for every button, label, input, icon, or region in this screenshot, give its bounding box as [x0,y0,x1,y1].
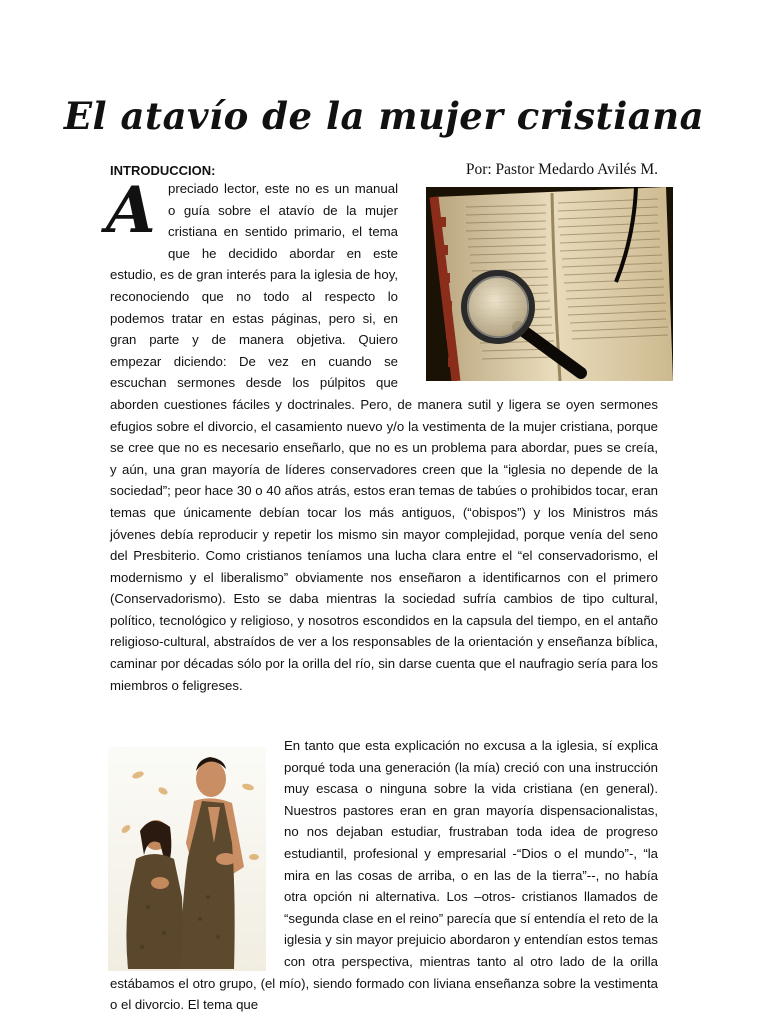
paragraph-text: En tanto que esta explicación no excusa a la iglesia, sí explica porqué toda una generación (la mía) creció con una instrucción muy escasa o ninguna sobre la vida cristiana (en general). Nuestros pastores eran en gran mayoría dispensacionalistas, no nos dejaban estudiar, frustraban toda idea de progreso estudiantil, profesional y empresarial -“Dios o el mundo”-, “la mira en las cosas de arriba, o en las de la tierra”--, no había otra opción ni alternativa. Los –otros- cristianos llamados de “segunda clase en el reino” parecía que sí entendía el reto de la iglesia y sin mayor prejuicio abordaron y entendían estos temas con otra perspectiva, mientras tanto al otro lado de la orilla estábamos el otro grupo, (el mío), siendo formado con liviana enseñanza sobre la vestimenta o el divorcio. El tema que [110,738,658,1013]
intro-paragraph-1 [110,178,658,696]
photo-placeholder [408,178,658,378]
dropcap-letter: A [106,173,156,248]
author-byline: Por: Pastor Medardo Avilés M. [465,161,658,178]
illustration-placeholder [110,735,276,965]
document-title: El atavío de la mujer cristiana [63,94,705,138]
intro-paragraph-2 [110,735,658,1016]
section-label: INTRODUCCION: [110,163,216,178]
paragraph-text: preciado lector, este no es un manual o guía sobre el atavío de la mujer cristiana en sentido primario, el tema que he decidido abordar en este estudio, es de gran interés para la iglesia de hoy, reconociendo que no todo al respecto lo podemos tratar en estas páginas, pero si, en gran parte y de manera objetiva. Quiero empezar diciendo: De vez en cuando se escuchan sermones desde los púlpitos que aborden cuestiones fáciles y doctrinales. Pero, de manera sutil y ligera se oyen sermones efugios sobre el divorcio, el casamiento nuevo y/o la vestimenta de la mujer cristiana, porque se cree que no es necesario enseñarlo, que no es un problema para abordar, pues se creía, y aún, una gran mayoría de líderes conservadores creen que la “iglesia no depende de la sociedad”; peor hace 30 o 40 años atrás, estos eran temas de tabúes o prohibidos tocar, eran temas que únicamente debían tocar los más antiguos, (“obispos”) y los Ministros más jóvenes debía reproducir y repetir los mismo sin mayor complejidad, porque venía del seno del Presbiterio. Como cristianos teníamos una lucha clara entre el “el conservadorismo, el modernismo y el liberalismo” obviamente nos enseñaron a identificarnos con el primero (Conservadorismo). Esto se daba mientras la sociedad sufría cambios de tipo cultural, político, tecnológico y religioso, y nosotros escondidos en la capsula del tiempo, en el antaño religioso-cultural, abstraídos de ver a los responsables de la orientación y enseñanza bíblica, caminar por décadas sólo por la orilla del río, sin darse cuenta que el naufragio sería para los miembros o feligreses. [110,181,658,693]
